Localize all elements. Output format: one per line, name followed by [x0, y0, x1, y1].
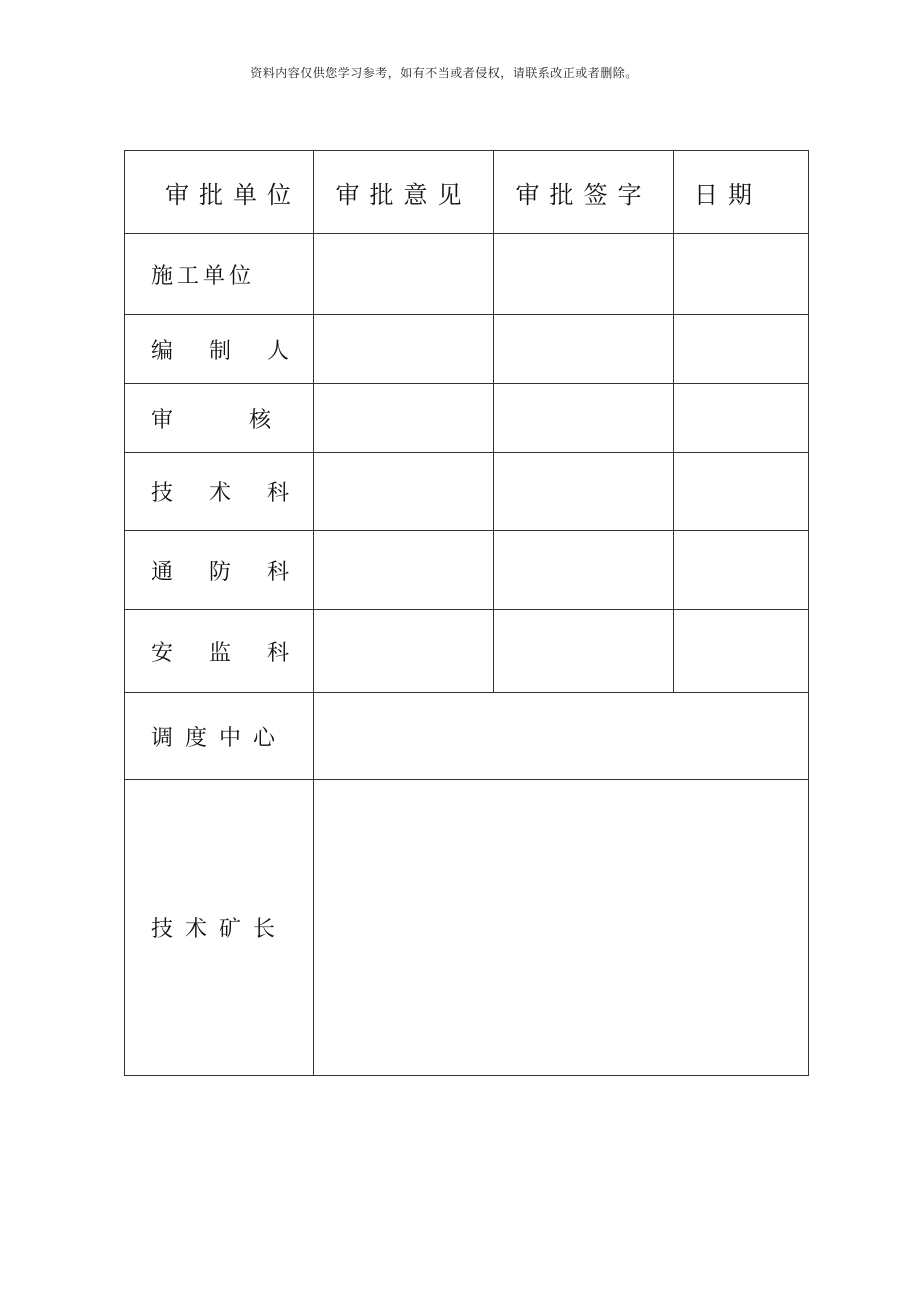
table-row: [125, 315, 809, 384]
table-row: [125, 610, 809, 693]
director-opinion-cell: [314, 780, 809, 1076]
table-row: [125, 453, 809, 531]
signature-cell: [494, 384, 674, 453]
row-label-compiler: 编制人: [125, 315, 314, 384]
signature-cell: [494, 531, 674, 610]
signature-cell: [494, 315, 674, 384]
table-row: [125, 531, 809, 610]
header-approval-signature: 审批签字: [494, 151, 674, 234]
header-approval-opinion: 审批意见: [314, 151, 494, 234]
header-row: [125, 151, 809, 234]
date-cell: [674, 453, 809, 531]
opinion-cell: [314, 610, 494, 693]
row-label-construction-unit: 施工单位: [125, 234, 314, 315]
date-cell: [674, 610, 809, 693]
row-label-technical-dept: 技术科: [125, 453, 314, 531]
table-row: [125, 234, 809, 315]
opinion-cell: [314, 234, 494, 315]
table-row: [125, 693, 809, 780]
row-label-review: 审核: [125, 384, 314, 453]
disclaimer-note: 资料内容仅供您学习参考，如有不当或者侵权，请联系改正或者删除。: [250, 66, 638, 80]
date-cell: [674, 234, 809, 315]
row-label-technical-mine-director: 技术矿长: [125, 780, 314, 1076]
row-label-ventilation-dept: 通防科: [125, 531, 314, 610]
signature-cell: [494, 453, 674, 531]
header-approval-unit: 审批单位: [125, 151, 314, 234]
opinion-cell: [314, 531, 494, 610]
signature-cell: [494, 610, 674, 693]
opinion-cell: [314, 315, 494, 384]
date-cell: [674, 531, 809, 610]
date-cell: [674, 315, 809, 384]
table-row: [125, 780, 809, 1076]
dispatch-opinion-cell: [314, 693, 809, 780]
table-row: [125, 384, 809, 453]
signature-cell: [494, 234, 674, 315]
row-label-dispatch-center: 调度中心: [125, 693, 314, 780]
row-label-safety-dept: 安监科: [125, 610, 314, 693]
header-date: 日期: [674, 151, 809, 234]
opinion-cell: [314, 453, 494, 531]
date-cell: [674, 384, 809, 453]
approval-table: [124, 150, 809, 1076]
